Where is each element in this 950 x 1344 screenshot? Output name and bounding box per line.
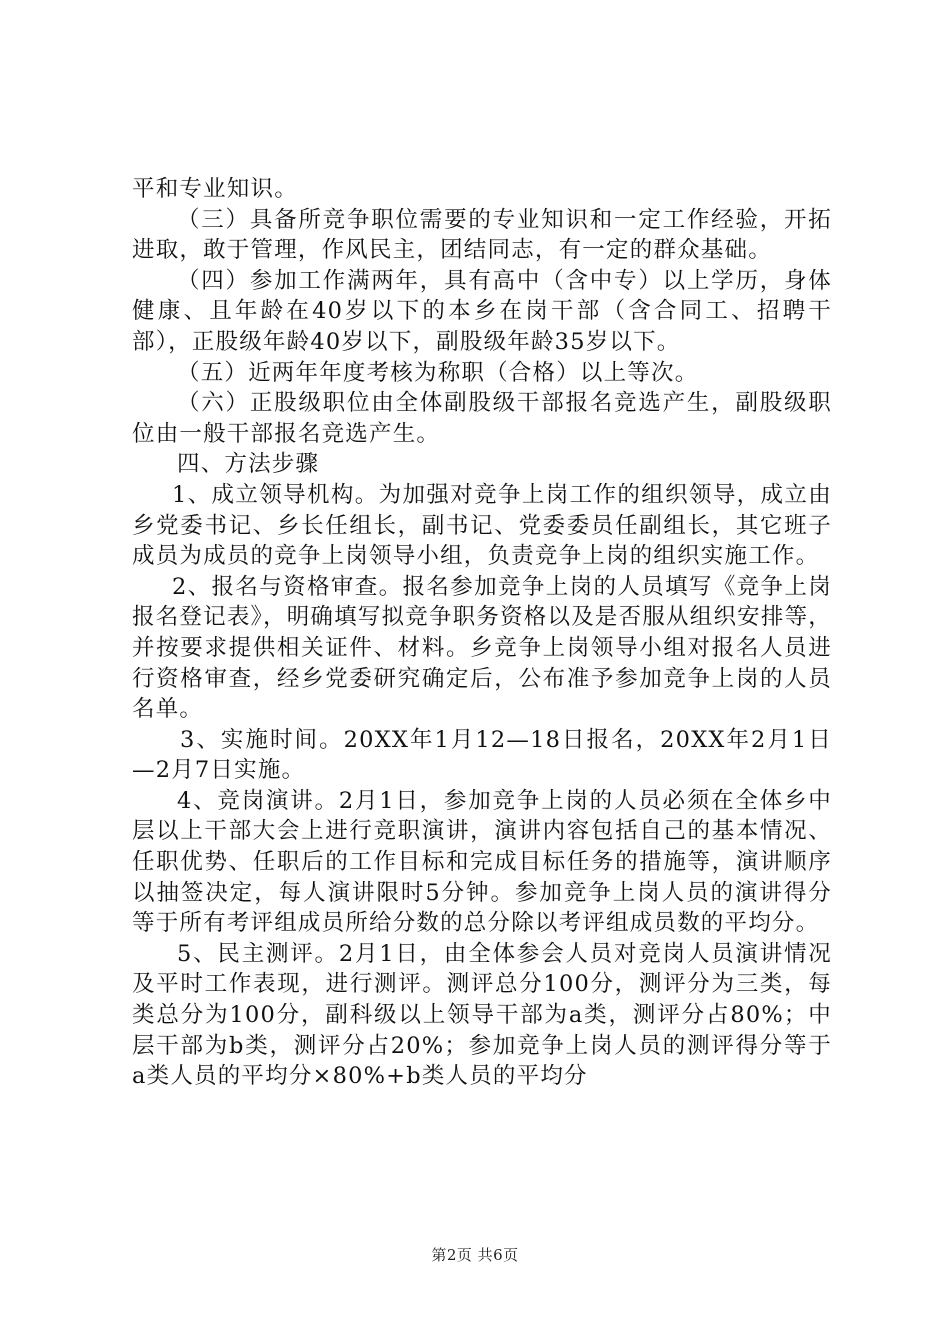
paragraph-requirement-5: （五）近两年年度考核为称职（合格）以上等次。: [177, 359, 699, 386]
paragraph-step-2: 2、报名与资格审查。报名参加竞争上岗的人员填写《竞争上岗报名登记表》，明确填写拟竞争职务资格以及是否服从组织安排等，并按要求提供相关证件、材料。乡竞争上岗领导小组对报名人员进行资格审查，经乡党委研究确定后，公布准予参加竞争上岗的人员名单。: [132, 573, 832, 723]
paragraph-step-1: 1、成立领导机构。为加强对竞争上岗工作的组织领导，成立由乡党委书记、乡长任组长，副书记、党委委员任副组长，其它班子成员为成员的竞争上岗领导小组，负责竞争上岗的组织实施工作。: [132, 481, 832, 570]
paragraph-requirement-4: （四）参加工作满两年，具有高中（含中专）以上学历，身体健康、且年龄在40岁以下的本乡在岗干部（含合同工、招聘干部），正股级年龄40岁以下，副股级年龄35岁以下。: [132, 267, 832, 355]
paragraph-step-5: 5、民主测评。2月1日，由全体参会人员对竞岗人员演讲情况及平时工作表现，进行测评。测评总分100分，测评分为三类，每类总分为100分，副科级以上领导干部为a类，测评分占80%；中层干部为b类，测评分占20%；参加竞争上岗人员的测评得分等于a类人员的平均分×80%+b类人员的平均分: [132, 940, 832, 1090]
section-heading-methods: 四、方法步骤: [177, 451, 320, 478]
paragraph-step-3: 3、实施时间。20XX年1月12—18日报名，20XX年2月1日—2月7日实施。: [132, 726, 832, 784]
paragraph-continuation: 平和专业知识。: [132, 176, 298, 202]
document-body: [132, 174, 832, 1092]
paragraph-step-4: 4、竞岗演讲。2月1日，参加竞争上岗的人员必须在全体乡中层以上干部大会上进行竞职演讲，演讲内容包括自己的基本情况、任职优势、任职后的工作目标和完成目标任务的措施等，演讲顺序以抽签决定，每人演讲限时5分钟。参加竞争上岗人员的演讲得分等于所有考评组成员所给分数的总分除以考评组成员数的平均分。: [132, 787, 832, 937]
page-footer: 第2页 共6页: [431, 1246, 519, 1264]
paragraph-requirement-3: （三）具备所竞争职位需要的专业知识和一定工作经验，开拓进取，敢于管理，作风民主，团结同志，有一定的群众基础。: [132, 206, 832, 264]
paragraph-requirement-6: （六）正股级职位由全体副股级干部报名竞选产生，副股级职位由一般干部报名竞选产生。: [132, 390, 832, 447]
